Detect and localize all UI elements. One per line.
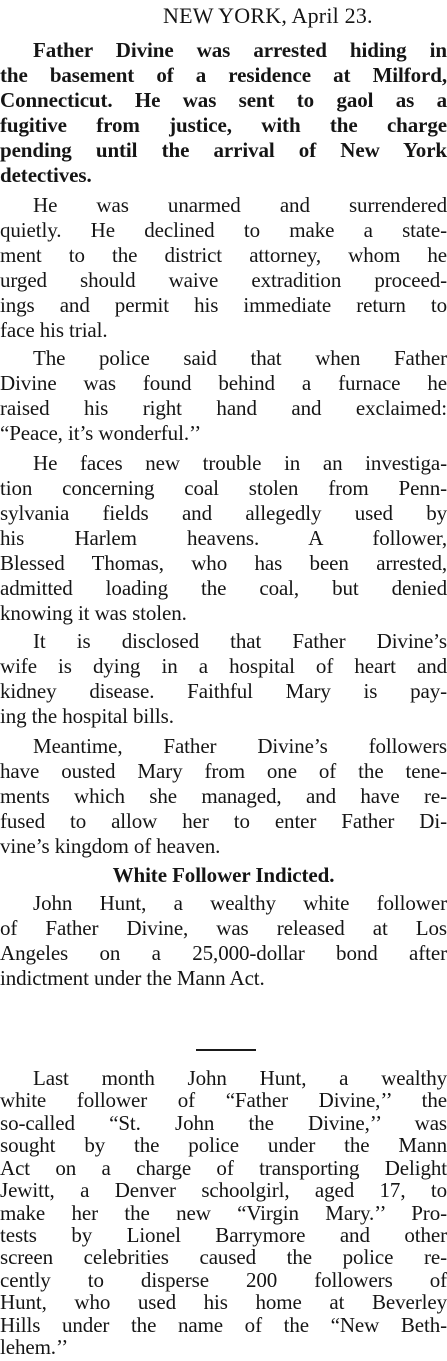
paragraph-line: make her the new “Virgin Mary.’’ Pro-: [0, 1201, 447, 1225]
paragraph-line: Angeles on a 25,000-dollar bond after: [0, 941, 447, 965]
paragraph-line: Connecticut. He was sent to gaol as a: [0, 88, 447, 112]
paragraph-line: ings and permit his immediate return to: [0, 293, 447, 317]
paragraph-line: face his trial.: [0, 318, 108, 342]
paragraph-line: cently to disperse 200 followers of: [0, 1268, 447, 1292]
dateline: NEW YORK, April 23.: [163, 3, 373, 28]
paragraph-line: fugitive from justice, with the charge: [0, 113, 447, 137]
paragraph-line: raised his right hand and exclaimed:: [0, 396, 447, 420]
paragraph-line: vine’s kingdom of heaven.: [0, 834, 221, 858]
paragraph-line: admitted loading the coal, but denied: [0, 576, 447, 600]
paragraph-line: so-called “St. John the Divine,’’ was: [0, 1111, 447, 1135]
paragraph-line: sought by the police under the Mann: [0, 1133, 447, 1157]
paragraph-line: knowing it was stolen.: [0, 601, 187, 625]
paragraph-line: Jewitt, a Denver schoolgirl, aged 17, to: [0, 1178, 447, 1202]
paragraph-line: It is disclosed that Father Divine’s: [33, 629, 447, 653]
section-divider: [196, 1049, 256, 1051]
paragraph-line: kidney disease. Faithful Mary is pay-: [0, 679, 447, 703]
paragraph-line: Act on a charge of transporting Delight: [0, 1156, 447, 1180]
paragraph-line: white follower of “Father Divine,’’ the: [0, 1088, 447, 1112]
paragraph-line: detectives.: [0, 163, 92, 187]
paragraph-line: urged should waive extradition proceed-: [0, 268, 447, 292]
paragraph-line: The police said that when Father: [33, 346, 447, 370]
paragraph-line: Divine was found behind a furnace he: [0, 371, 447, 395]
paragraph-line: quietly. He declined to make a state-: [0, 218, 447, 242]
paragraph-line: “Peace, it’s wonderful.’’: [0, 421, 202, 445]
paragraph-line: fused to allow her to enter Father Di-: [0, 809, 447, 833]
paragraph-line: pending until the arrival of New York: [0, 138, 447, 162]
paragraph-line: He faces new trouble in an investiga-: [33, 451, 447, 475]
paragraph-line: Father Divine was arrested hiding in: [33, 38, 447, 62]
paragraph-line: tests by Lionel Barrymore and other: [0, 1223, 447, 1247]
paragraph-line: Hunt, who used his home at Beverley: [0, 1290, 447, 1314]
paragraph-line: his Harlem heavens. A follower,: [0, 526, 447, 550]
subheading: White Follower Indicted.: [112, 863, 335, 887]
paragraph-line: Blessed Thomas, who has been arrested,: [0, 551, 447, 575]
paragraph-line: the basement of a residence at Milford,: [0, 63, 447, 87]
paragraph-line: Hills under the name of the “New Beth-: [0, 1313, 447, 1337]
paragraph-line: ing the hospital bills.: [0, 704, 174, 728]
paragraph-line: have ousted Mary from one of the tene-: [0, 759, 447, 783]
paragraph-line: tion concerning coal stolen from Penn-: [0, 476, 447, 500]
paragraph-line: indictment under the Mann Act.: [0, 966, 265, 990]
paragraph-line: lehem.’’: [0, 1335, 69, 1359]
paragraph-line: ments which she managed, and have re-: [0, 784, 447, 808]
paragraph-line: of Father Divine, was released at Los: [0, 916, 447, 940]
paragraph-line: ment to the district attorney, whom he: [0, 243, 447, 267]
paragraph-line: John Hunt, a wealthy white follower: [33, 891, 447, 915]
paragraph-line: screen celebrities caused the police re-: [0, 1245, 447, 1269]
paragraph-line: wife is dying in a hospital of heart and: [0, 654, 447, 678]
paragraph-line: sylvania fields and allegedly used by: [0, 501, 447, 525]
paragraph-line: Meantime, Father Divine’s followers: [33, 734, 447, 758]
paragraph-line: He was unarmed and surrendered: [33, 193, 447, 217]
paragraph-line: Last month John Hunt, a wealthy: [33, 1066, 447, 1090]
